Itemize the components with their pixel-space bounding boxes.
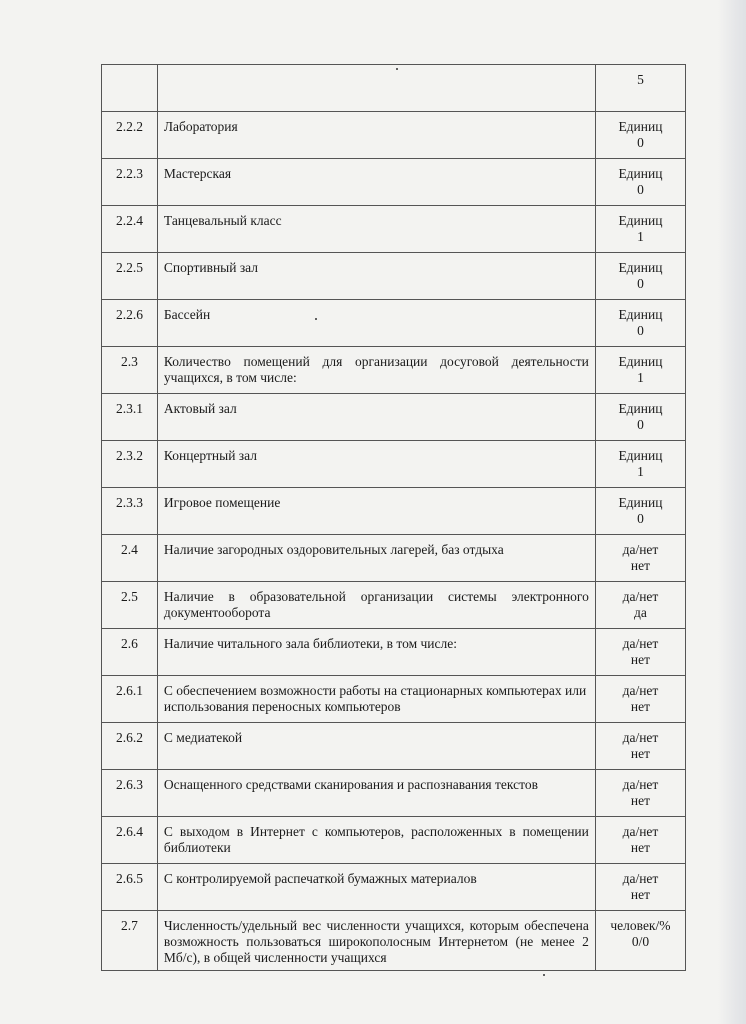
row-indicator: С выходом в Интернет с компьютеров, расположенных в помещении библиотеки [157,817,595,864]
row-value: 0 [637,276,644,291]
row-unit: 5 [637,72,644,87]
row-number: 2.4 [102,535,158,582]
row-indicator: Танцевальный класс [157,206,595,253]
row-unit-cell [595,347,685,394]
row-number: 2.2.6 [102,300,158,347]
row-unit-cell [595,112,685,159]
table-row [102,770,686,817]
row-number: 2.5 [102,582,158,629]
row-value: 0/0 [631,934,650,949]
row-indicator: Наличие читального зала библиотеки, в том числе: [157,629,595,676]
row-unit: Единиц [618,354,663,369]
row-value: нет [630,840,650,855]
row-unit-cell [595,159,685,206]
row-number: 2.2.4 [102,206,158,253]
page-edge [718,0,746,1024]
table-row [102,206,686,253]
row-value: нет [630,652,650,667]
row-unit: Единиц [618,307,663,322]
row-unit: Единиц [618,213,663,228]
row-unit: да/нет [622,871,659,886]
row-unit: да/нет [622,777,659,792]
row-indicator [157,65,595,112]
row-unit-cell [595,770,685,817]
row-unit-cell [595,253,685,300]
row-number: 2.6 [102,629,158,676]
row-indicator: Оснащенного средствами сканирования и распознавания текстов [157,770,595,817]
row-unit: да/нет [622,589,659,604]
row-value: 0 [637,182,644,197]
table-row [102,629,686,676]
row-unit: да/нет [622,683,659,698]
row-unit: да/нет [622,636,659,651]
scan-speck [396,68,398,70]
row-number: 2.3.2 [102,441,158,488]
row-unit-cell [595,488,685,535]
row-unit: Единиц [618,166,663,181]
row-value: 1 [637,464,644,479]
row-unit-cell [595,817,685,864]
table-row [102,723,686,770]
row-indicator: С контролируемой распечаткой бумажных материалов [157,864,595,911]
row-value: 1 [637,370,644,385]
row-unit: да/нет [622,542,659,557]
table-row [102,347,686,394]
row-indicator: Лаборатория [157,112,595,159]
row-number [102,65,158,112]
row-indicator: Мастерская [157,159,595,206]
row-number: 2.6.1 [102,676,158,723]
row-unit-cell [595,65,685,112]
row-indicator: Концертный зал [157,441,595,488]
table-row [102,394,686,441]
row-number: 2.3 [102,347,158,394]
row-indicator: Количество помещений для организации досуговой деятельности учащихся, в том числе: [157,347,595,394]
row-unit: Единиц [618,448,663,463]
row-number: 2.6.5 [102,864,158,911]
row-value: 0 [637,417,644,432]
row-unit-cell [595,723,685,770]
table-row [102,65,686,112]
row-unit-cell [595,676,685,723]
row-indicator: Наличие в образовательной организации системы электронного документооборота [157,582,595,629]
scan-speck [315,318,317,320]
row-unit: Единиц [618,401,663,416]
row-number: 2.6.4 [102,817,158,864]
row-unit-cell [595,441,685,488]
table-row [102,300,686,347]
row-value: 1 [637,229,644,244]
table-row [102,911,686,971]
table-row [102,864,686,911]
row-number: 2.2.5 [102,253,158,300]
row-unit-cell [595,300,685,347]
row-unit: Единиц [618,495,663,510]
row-number: 2.6.2 [102,723,158,770]
row-unit-cell [595,629,685,676]
row-value: 0 [637,511,644,526]
row-value: нет [630,699,650,714]
row-indicator: Наличие загородных оздоровительных лагерей, баз отдыха [157,535,595,582]
scan-speck [543,974,545,976]
table-row [102,535,686,582]
row-unit-cell [595,582,685,629]
row-indicator: С обеспечением возможности работы на стационарных компьютерах или использования переносных компьютеров [157,676,595,723]
row-number: 2.6.3 [102,770,158,817]
row-unit-cell [595,911,685,971]
row-indicator: С медиатекой [157,723,595,770]
row-indicator: Численность/удельный вес численности учащихся, которым обеспечена возможность пользоваться широкополосным Интернетом (не менее 2 Мб/с), в общей численности учащихся [157,911,595,971]
table-row [102,441,686,488]
row-value: нет [630,746,650,761]
table-row [102,253,686,300]
row-number: 2.2.2 [102,112,158,159]
row-number: 2.2.3 [102,159,158,206]
table-row [102,112,686,159]
table-row [102,817,686,864]
row-unit: да/нет [622,824,659,839]
row-number: 2.3.1 [102,394,158,441]
row-indicator: Игровое помещение [157,488,595,535]
row-number: 2.7 [102,911,158,971]
row-indicator: Спортивный зал [157,253,595,300]
table-row [102,676,686,723]
row-indicator: Актовый зал [157,394,595,441]
row-unit-cell [595,206,685,253]
row-value: 0 [637,323,644,338]
indicators-table [101,64,686,971]
row-value: нет [630,793,650,808]
row-unit-cell [595,864,685,911]
row-unit-cell [595,394,685,441]
table-row [102,488,686,535]
row-indicator: Бассейн [157,300,595,347]
row-value: да [634,605,647,620]
row-unit: человек/% [610,918,671,933]
row-value: нет [630,887,650,902]
row-unit: да/нет [622,730,659,745]
row-unit: Единиц [618,119,663,134]
table-row [102,159,686,206]
indicators-table-body [102,65,686,971]
row-number: 2.3.3 [102,488,158,535]
row-value: нет [630,558,650,573]
table-row [102,582,686,629]
row-value: 0 [637,135,644,150]
row-unit: Единиц [618,260,663,275]
row-unit-cell [595,535,685,582]
